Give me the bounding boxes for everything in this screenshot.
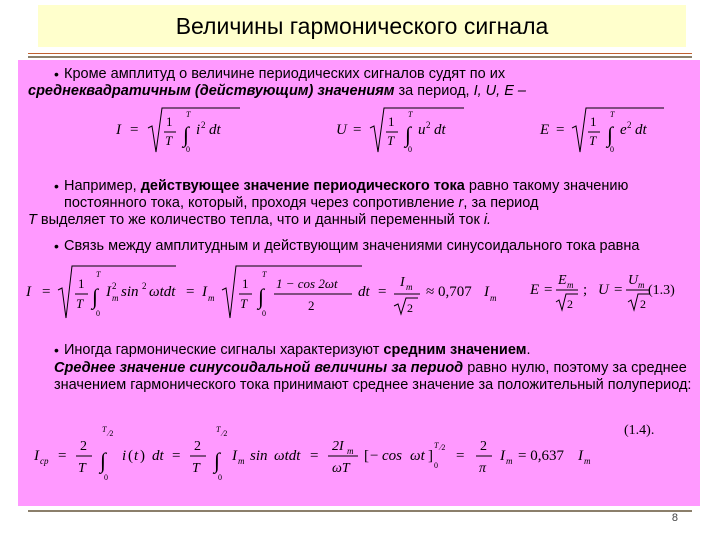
svg-text:dt: dt [209,122,221,138]
bullet: • [54,66,59,82]
svg-text:0: 0 [408,145,412,154]
svg-text:∫: ∫ [405,122,412,147]
svg-text:ср: ср [40,456,49,466]
svg-text:1: 1 [590,114,597,129]
svg-text:= 0,637: = 0,637 [518,448,564,464]
svg-text:=: = [456,448,465,464]
svg-text:T: T [434,441,439,450]
svg-text:=: = [172,448,181,464]
svg-text:T: T [589,133,597,148]
svg-text:−: − [370,448,379,464]
svg-text:ωtdt: ωtdt [274,448,301,464]
svg-text:T: T [262,270,267,279]
svg-text:2: 2 [567,297,573,311]
svg-text:I: I [202,284,207,300]
svg-text:=: = [353,122,362,138]
p1-bold-term: среднеквадратичным (действующим) значениям [28,83,395,99]
svg-text:T: T [96,270,101,279]
slide-number: 8 [671,512,678,524]
svg-text:m: m [347,446,354,456]
svg-text:I: I [106,284,111,300]
svg-text:[: [ [364,448,369,464]
p5-bold-term: Среднее значение синусоидальной величины за период [54,360,464,376]
bullet: • [54,238,59,254]
svg-text:I: I [500,448,505,464]
svg-text:=: = [130,122,139,138]
svg-text:0: 0 [218,473,222,482]
svg-text:m: m [638,280,645,290]
svg-text:⁄2: ⁄2 [108,429,114,438]
svg-text:E: E [558,273,567,288]
svg-text:dt: dt [434,122,446,138]
bullet: • [54,342,59,358]
p2-bold-term: действующее значение периодического тока [140,178,465,194]
svg-text:m: m [490,293,497,303]
svg-text:(: ( [128,448,133,464]
svg-text:2: 2 [407,301,413,315]
svg-text:0: 0 [434,461,438,470]
svg-text:ωT: ωT [332,461,350,476]
svg-text:1 − cos 2ωt: 1 − cos 2ωt [276,276,338,291]
svg-text:I: I [34,448,39,464]
svg-text:sin: sin [121,284,139,300]
svg-text:I: I [26,284,31,300]
svg-text:T: T [102,425,107,434]
svg-text:m: m [567,280,574,290]
svg-text:0: 0 [610,145,614,154]
svg-text:1: 1 [388,114,395,129]
svg-text:∫: ∫ [92,284,99,309]
svg-text:=: = [378,284,387,300]
slide-title: Величины гармонического сигнала [175,12,549,39]
svg-text:0: 0 [104,473,108,482]
formula-I-var: I [116,122,121,138]
rms-formulas [108,104,688,162]
title-box [38,5,686,47]
svg-text:2: 2 [426,120,431,130]
svg-text:∫: ∫ [258,284,265,309]
svg-text:I: I [232,448,237,464]
svg-text:m: m [406,282,413,292]
content-panel: • Кроме амплитуд о величине периодических сигналов судят по их среднеквадратичным (действующим) значениям за период, I, U, E – I = 1 T ∫ T 0 i 2 dt U = 1 T ∫ T 0 u 2 dt E = 1 T ∫ T 0 e 2 dt • Например, действующее значение периодического тока равно такому значению постоянного тока, который, проходя через сопротивление r, за период T выделяет то же количество тепла, что и данный переменный ток i. • Связь между амплитудным и действующим значениями синусоидального тока равна I = 1 T ∫ T 0 I m 2 sin 2 ωtdt = I m 1 T ∫ T 0 1 − cos 2ωt 2 dt = I m 2 ≈ 0,707 I m E = E m 2 ; U = U m 2 (1.3) • Иногда гармонические сигналы характеризуют средним значением. Среднее значение синусоидальной величины за период равно нулю, поэтому за среднее значением гармонического тока принимают среднее значение за положительный полупериод: I ср = 2 T ∫ T ⁄2 0 i ( t ) dt = 2 T ∫ T ⁄2 0 I m sin ωtdt = 2I m ωT [ − cos ωt ] T ⁄2 0 = 2 π I m = 0,637 I m (1.4). [18,60,700,506]
svg-text:;: ; [583,282,588,298]
svg-text:⁄2: ⁄2 [222,429,228,438]
bottom-divider [28,510,692,512]
svg-text:): ) [140,448,145,464]
svg-text:T: T [610,110,615,119]
title-underline [28,53,692,54]
svg-text:=: = [544,282,553,298]
svg-text:t: t [134,448,139,464]
svg-text:I: I [400,275,405,290]
formula-U-var: U [336,122,347,138]
svg-text:∫: ∫ [100,448,107,473]
svg-text:2: 2 [80,439,87,454]
svg-text:0: 0 [262,309,266,318]
svg-text:2: 2 [308,298,315,313]
svg-text:m: m [238,456,245,466]
svg-text:1: 1 [166,114,173,129]
p1-vars: I, U, E – [473,83,526,99]
svg-text:=: = [58,448,67,464]
svg-text:≈ 0,707: ≈ 0,707 [426,284,472,300]
svg-text:∫: ∫ [214,448,221,473]
svg-text:m: m [208,293,215,303]
formula-E-var: E [540,122,550,138]
svg-text:dt: dt [152,448,164,464]
svg-text:T: T [216,425,221,434]
bullet: • [54,178,59,194]
eq-number-1-3: (1.3) [648,283,675,298]
svg-text:i: i [196,122,201,138]
svg-text:∫: ∫ [607,122,614,147]
svg-text:⁄2: ⁄2 [440,443,446,452]
svg-text:e: e [620,122,627,138]
svg-text:U: U [628,273,639,288]
svg-text:T: T [78,461,86,476]
p1-post: за период, [398,83,470,99]
svg-text:T: T [76,296,84,311]
svg-text:I: I [484,284,489,300]
p1-text: Кроме амплитуд о величине периодических сигналов судят по их [64,66,506,82]
svg-text:dt: dt [358,284,370,300]
svg-text:m: m [112,293,119,303]
svg-text:2: 2 [640,297,646,311]
svg-text:=: = [42,284,51,300]
p3-text: Связь между амплитудным и действующим значениями синусоидального тока равна [64,238,640,254]
svg-text:1: 1 [78,276,85,291]
svg-text:sin: sin [250,448,268,464]
svg-text:=: = [556,122,565,138]
svg-text:U: U [598,282,609,298]
svg-text:0: 0 [186,145,190,154]
svg-text:2: 2 [627,120,632,130]
svg-text:π: π [479,461,487,476]
svg-text:∫: ∫ [183,122,190,147]
svg-text:T: T [387,133,395,148]
svg-text:T: T [408,110,413,119]
svg-text:cos: cos [382,448,402,464]
svg-text:T: T [240,296,248,311]
svg-text:2: 2 [201,120,206,130]
p4-bold-term: средним значением [383,342,527,358]
svg-text:E: E [530,282,540,298]
svg-text:2: 2 [194,439,201,454]
svg-text:i: i [122,448,127,464]
svg-text:ωtdt: ωtdt [149,284,176,300]
svg-text:T: T [165,133,173,148]
svg-text:T: T [192,461,200,476]
top-divider [28,56,692,58]
svg-text:=: = [186,284,195,300]
svg-text:dt: dt [635,122,647,138]
svg-text:2I: 2I [332,439,344,454]
svg-text:ωt: ωt [410,448,425,464]
svg-text:T: T [186,110,191,119]
eq-number-1-4: (1.4). [624,423,655,438]
svg-text:=: = [310,448,319,464]
svg-text:=: = [614,282,623,298]
svg-text:]: ] [428,448,433,464]
svg-text:2: 2 [112,281,117,291]
svg-text:u: u [418,122,426,138]
formula-1-3 [18,256,700,326]
svg-text:2: 2 [142,281,147,291]
svg-text:1: 1 [242,276,249,291]
svg-text:m: m [506,456,513,466]
formula-1-4 [18,416,700,486]
svg-text:m: m [584,456,591,466]
svg-text:I: I [578,448,583,464]
svg-text:2: 2 [480,439,487,454]
svg-text:0: 0 [96,309,100,318]
